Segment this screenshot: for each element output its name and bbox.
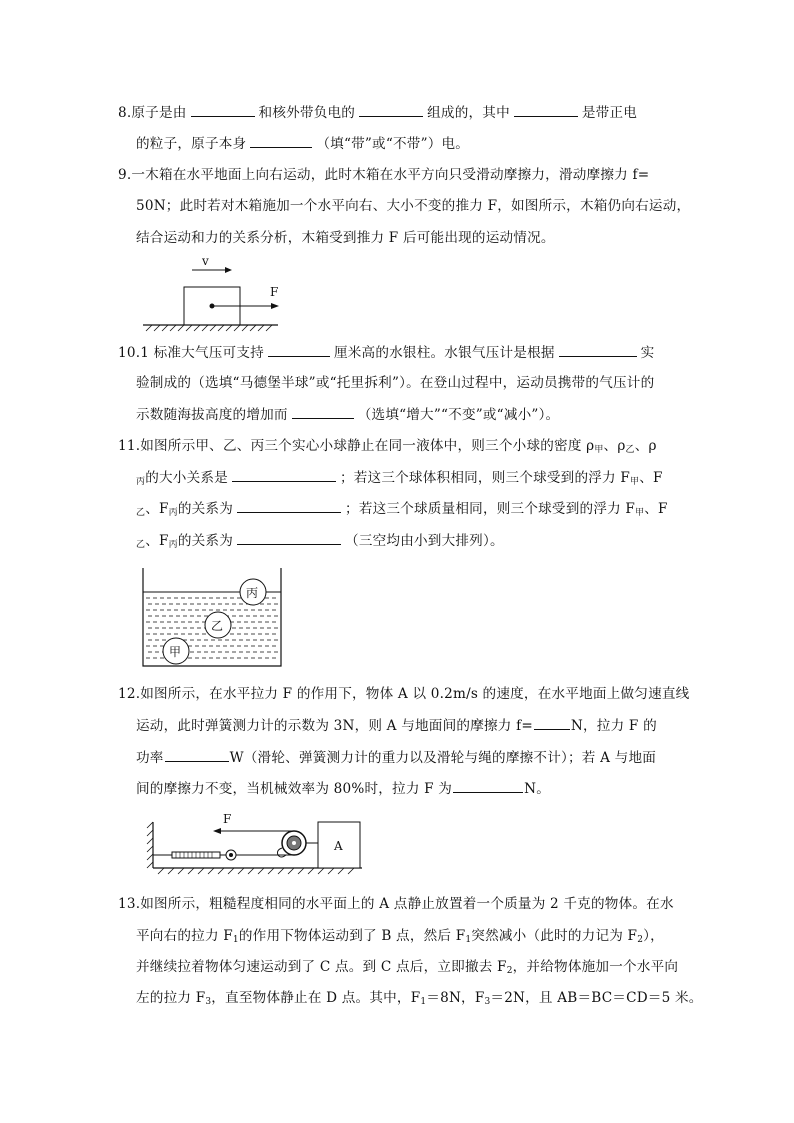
q9-velocity-label: v	[202, 254, 209, 268]
q11-ball-jia-label: 甲	[169, 645, 182, 659]
q11-line-2: $_丙$的大小关系是 ；若这三个球体积相同，则三个球受到的浮力 $F_甲$、F	[136, 467, 663, 492]
q13-line-4: 左的拉力 $F_3$，直至物体静止在 D 点。其中，$F_1=8N$，$F_3=2N$，且 AB＝BC＝CD＝5 米。	[136, 990, 703, 1007]
q13-line-1: 13.如图所示，粗糙程度相同的水平面上的 A 点静止放置着一个质量为 2 千克的物体。在水	[118, 896, 674, 912]
q10-line-2: 验制成的（选填“马德堡半球”或“托里拆利”）。在登山过程中，运动员携带的气压计的	[136, 375, 655, 391]
q9-line-2: 50N；此时若对木箱施加一个水平向右、大小不变的推力 F，如图所示，木箱仍向右运动，	[136, 198, 691, 214]
q11-line-3: $_乙$、$F_丙$的关系为 ；若这三个球质量相同，则三个球受到的浮力 $F_甲$、F	[136, 498, 668, 523]
q13-line-2: 平向右的拉力 $F_1$的作用下物体运动到了 B 点，然后 $F_1$突然减小（此时的力记为 $F_2$），	[136, 928, 664, 945]
q12-line-3: 功率 W（滑轮、弹簧测力计的重力以及滑轮与绳的摩擦不计）；若 A 与地面	[136, 747, 656, 768]
q11-line-1: 11.如图所示甲、乙、丙三个实心小球静止在同一液体中，则三个小球的密度 $\rho_甲$、$\rho_乙$、ρ	[118, 438, 657, 455]
q9-force-label: F	[270, 285, 279, 299]
q12-line-1: 12.如图所示，在水平拉力 F 的作用下，物体 A 以 0.2m/s 的速度，在水平地面上做匀速直线	[118, 686, 690, 702]
q9-line-1: 9.一木箱在水平地面上向右运动，此时木箱在水平方向只受滑动摩擦力，滑动摩擦力 f=	[118, 167, 650, 183]
q11-ball-bing-label: 丙	[246, 586, 259, 600]
q9-line-3: 结合运动和力的关系分析，木箱受到推力 F 后可能出现的运动情况。	[136, 230, 555, 246]
q12-force-label: F	[223, 812, 232, 826]
q12-block-a-label: A	[334, 839, 343, 853]
q8-line-1: 8.原子是由 和核外带负电的 组成的，其中 是带正电	[118, 102, 637, 123]
q10-line-3: 示数随海拔高度的增加而 （选填“增大”“不变”或“减小”）。	[136, 404, 559, 425]
q10-line-1: 10.1 标准大气压可支持 厘米高的水银柱。水银气压计是根据 实	[118, 342, 654, 363]
q12-line-4: 间的摩擦力不变，当机械效率为 80%时，拉力 F 为 N。	[136, 778, 550, 799]
q8-line-2: 的粒子，原子本身 （填“带”或“不带”）电。	[136, 133, 469, 154]
q12-wall-hatching	[147, 822, 153, 868]
q11-ball-yi-label: 乙	[211, 619, 224, 633]
q11-line-4: $_乙$、$F_丙$的关系为 （三空均由小到大排列）。	[136, 530, 504, 555]
q12-line-2: 运动，此时弹簧测力计的示数为 3N，则 A 与地面间的摩擦力 f= N，拉力 F 的	[136, 715, 657, 736]
q13-line-3: 并继续拉着物体匀速运动到了 C 点。到 C 点后，立即撤去 $F_2$，并给物体施加一个水平向	[136, 959, 679, 976]
q12-ground-hatching	[158, 868, 354, 874]
